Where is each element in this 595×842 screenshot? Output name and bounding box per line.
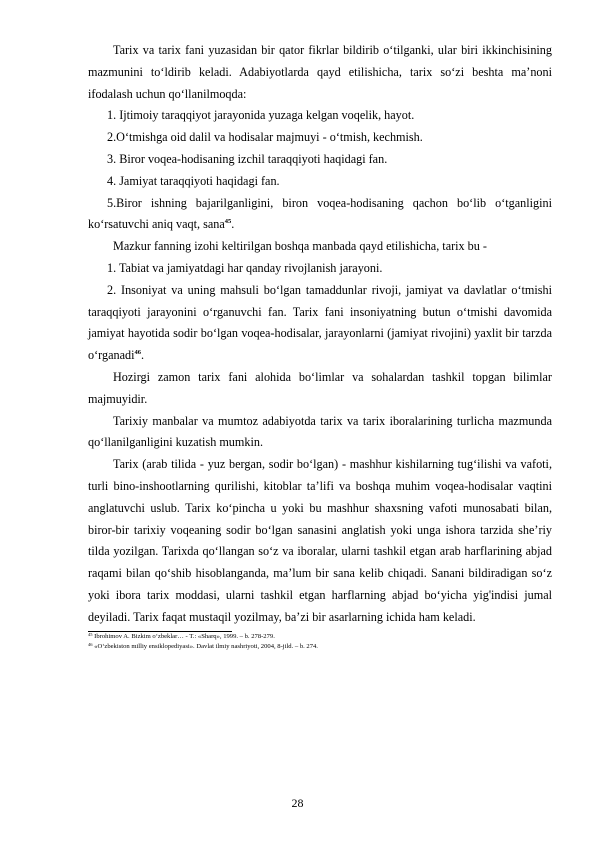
footnote-45-text: Ibrohimov A. Bizkim o‘zbeklar… - T.: «Sharq», 1999. – b. 278-279. <box>94 632 275 640</box>
list-item-2: 2.O‘tmishga oid dalil va hodisalar majmuyi - o‘tmish, kechmish. <box>107 130 423 145</box>
page-body <box>88 40 552 653</box>
footnote-45-marker: 45 <box>88 631 93 637</box>
list2-item-1: 1. Tabiat va jamiyatdagi har qanday rivojlanish jarayoni. <box>107 260 383 275</box>
footnote-ref-45[interactable]: 45 <box>224 218 232 226</box>
list2-item-2: 2. Insoniyat va uning mahsuli bo‘lgan tamaddunlar rivoji, jamiyat va davlatlar o‘tmishi taraqqiyoti jarayonini o‘rganuvchi fan. Tarix fani insoniyatning butun o‘tmishi davomida jamiyat hayotida sodir bo‘lgan voqea-hodisalar, jarayonlarni (jamiyat rivojini) yaxlit bir tarzda o‘rganadi$^{46}$. <box>88 282 552 363</box>
list-item-5-text: 5.Biror ishning bajarilganligini, biron voqea-hodisaning qachon bo‘lib o‘tganligini ko‘rsatuvchi aniq vaqt, sana <box>88 195 552 232</box>
list-item-1: 1. Ijtimoiy taraqqiyot jarayonida yuzaga kelgan voqelik, hayot. <box>107 108 415 123</box>
paragraph-intro: Tarix va tarix fani yuzasidan bir qator fikrlar bildirib o‘tilganki, ular biri ikkinchisining mazmunini to‘ldirib keladi. Adabiyotlarda qayd etilishicha, tarix so‘zi beshta ma’noni ifodalash uchun qo‘llanilmoqda: <box>88 43 552 101</box>
list-item-5: 5.Biror ishning bajarilganligini, biron voqea-hodisaning qachon bo‘lib o‘tganligini ko‘rsatuvchi aniq vaqt, sana$^{45}$. <box>88 195 552 232</box>
footnote-46-text: «O‘zbekiston milliy ensiklopediyasi». Davlat ilmiy nashriyoti, 2004, 8-jild. – b. 274. <box>94 643 318 651</box>
paragraph-other-source: Mazkur fanning izohi keltirilgan boshqa manbada qayd etilishicha, tarix bu - <box>113 239 487 254</box>
list2-item-2-text: 2. Insoniyat va uning mahsuli bo‘lgan tamaddunlar rivoji, jamiyat va davlatlar o‘tmishi taraqqiyoti jarayonini o‘rganuvchi fan. Tarix fani insoniyatning butun o‘tmishi davomida jamiyat hayotida sodir bo‘lgan voqea-hodisalar, jarayonlarni (jamiyat rivojini) yaxlit bir tarzda o‘rganadi <box>88 282 552 363</box>
page-number: 28 <box>291 796 304 810</box>
footnote-45 <box>88 632 552 643</box>
footnote-46 <box>88 642 552 653</box>
footnote-46-marker: 46 <box>88 642 93 648</box>
list-item-3: 3. Biror voqea-hodisaning izchil taraqqiyoti haqidagi fan. <box>107 151 388 166</box>
paragraph-sources: Tarixiy manbalar va mumtoz adabiyotda tarix va tarix iboralarining turlicha mazmunda qo‘llanilganligini kuzatish mumkin. <box>88 413 552 450</box>
list-item-4: 4. Jamiyat taraqqiyoti haqidagi fan. <box>107 173 280 188</box>
paragraph-tarix-definition: Tarix (arab tilida - yuz bergan, sodir bo‘lgan) - mashhur kishilarning tug‘ilishi va vafoti, turli bino-inshootlarning qurilishi, kitoblar ta’lifi va boshqa muhim voqea-hodisalar vaqtini anglatuvchi uslub. Tarix ko‘pincha u yoki bu mashhur shaxsning vafoti munosabati bilan, biror-bir tarixiy voqeaning sodir bo‘lgan sanasini anglatish yoki unga ishora tarzida she’riy tilda yozilgan. Tarixda qo‘llangan so‘z va iboralar, ularni tashkil etgan arab harflarining abjad raqami bilan qo‘shib hisoblanganda, ma’lum bir sana kelib chiqadi. Sanani bildiradigan so‘z yoki ibora tarix moddasi, ularni tashkil etgan harflarning abjad bo‘yicha yig'indisi jumal deyiladi. Tarix faqat mustaqil yozilmay, ba’zi bir asarlarning ichida ham keladi. <box>88 457 552 624</box>
paragraph-modern-history: Hozirgi zamon tarix fani alohida bo‘limlar va sohalardan tashkil topgan bilimlar majmuyidir. <box>88 369 552 406</box>
footnote-ref-46[interactable]: 46 <box>134 349 141 357</box>
